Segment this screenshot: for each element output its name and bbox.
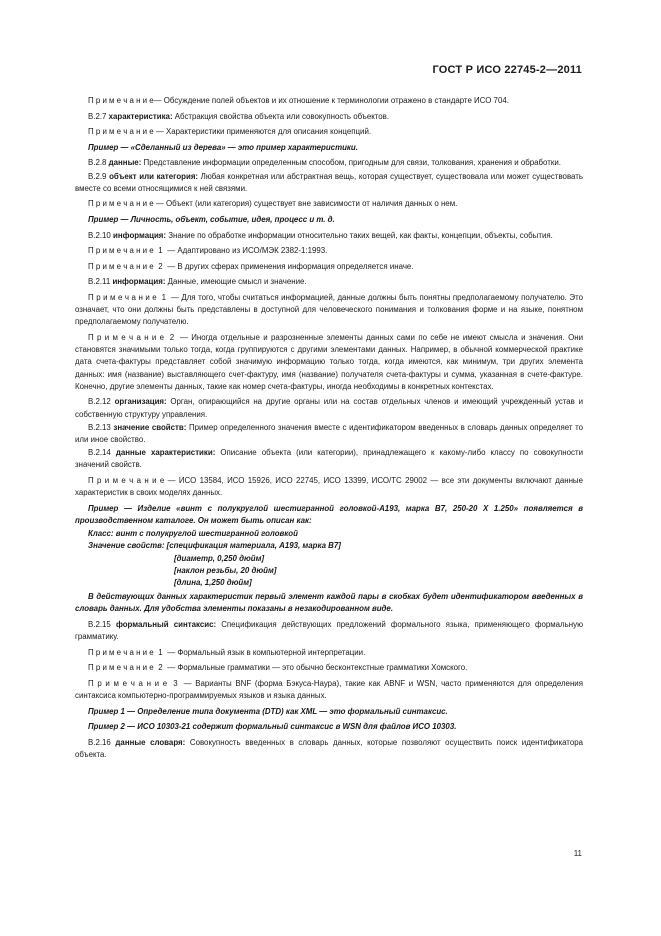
note-text: — Объект (или категория) существует вне зависимости от наличия данных о нем. (153, 199, 458, 209)
clause-number: В.2.7 (88, 111, 107, 121)
note-label: П р и м е ч а н и е (88, 96, 154, 105)
note-text: — Адаптировано из ИСО/МЭК 2382-1:1993. (165, 246, 328, 256)
term: организация: (114, 397, 167, 407)
note-paragraph (75, 126, 583, 138)
definition-paragraph (75, 157, 583, 169)
term: характеристика: (108, 111, 173, 121)
note-label: П р и м е ч а н и е (88, 199, 154, 209)
note-text: — Формальные грамматики — это обычно бесконтекстные грамматики Хомского. (165, 663, 468, 673)
definition-paragraph (75, 447, 583, 471)
note-number: 1 (156, 292, 169, 302)
example-paragraph: Пример 2 — ИСО 10303-21 содержит формальный синтаксис в WSN для файлов ИСО 10303. (88, 722, 457, 732)
example-line: [длина, 1,250 дюйм] (174, 577, 252, 587)
definition-paragraph (75, 276, 583, 288)
definition-paragraph (75, 422, 583, 446)
document-body (75, 95, 583, 765)
definition-paragraph (75, 619, 583, 643)
clause-number: В.2.15 (88, 619, 111, 629)
definition-text: Орган, опирающийся на другие органы или на состав отдельных членов и имеющий учрежденный устав и собственную структуру управления. (75, 397, 583, 419)
note-paragraph (75, 292, 583, 329)
example-paragraph: Пример — «Сделанный из дерева» — это пример характеристики. (88, 142, 358, 152)
note-label: П р и м е ч а н и е (88, 332, 165, 342)
example-paragraph: Пример 1 — Определение типа документа (DTD) как XML — это формальный синтаксис. (88, 706, 448, 716)
clause-number: В.2.8 (88, 158, 107, 168)
note-label: П р и м е ч а н и е (88, 663, 154, 673)
note-number: 1 (153, 246, 166, 256)
note-label: П р и м е ч а н и е (88, 127, 154, 137)
document-header: ГОСТ Р ИСО 22745-2—2011 (432, 64, 582, 76)
note-label: П р и м е ч а н и е (88, 246, 154, 256)
clause-number: В.2.11 (88, 277, 111, 287)
note-paragraph (75, 245, 583, 257)
definition-paragraph (75, 171, 583, 195)
note-text: — Формальный язык в компьютерной интерпретации. (165, 647, 366, 657)
term: информация: (112, 277, 166, 287)
example-paragraph: Пример — Изделие «винт с полукруглой шестигранной головкой-А193, марка В7, 250-20 Х 1.250» появляется в производственном каталоге. Он может быть описан как: (75, 503, 583, 525)
note-label: П р и м е ч а н и е (88, 261, 154, 271)
clause-number: В.2.13 (88, 422, 111, 432)
note-paragraph (75, 475, 583, 499)
note-number: 2 (153, 261, 166, 271)
definition-text: Описание объекта (или категории), принадлежащего к какому-либо классу по совокупности значений свойств. (75, 448, 583, 470)
example-paragraph: В действующих данных характеристик первый элемент каждой пары в скобках будет идентификатором введенных в словарь данных. Для удобства элементы показаны в незакодированном виде. (75, 592, 583, 614)
definition-text: Абстракция свойства объекта или совокупность объектов. (172, 111, 390, 121)
term: данные словаря: (115, 737, 186, 747)
note-text: — ИСО 13584, ИСО 15926, ИСО 22745, ИСО 13399, ИСО/ТС 29002 — все эти документы включают данные характеристик в своих моделях данных. (75, 475, 583, 498)
clause-number: В.2.16 (88, 737, 111, 747)
note-paragraph (75, 678, 583, 702)
note-paragraph (75, 261, 583, 273)
clause-number: В.2.10 (88, 230, 111, 240)
definition-text: Спецификация действующих предложений формального языка, применяющего формальную грамматику. (75, 619, 583, 642)
clause-number: В.2.14 (88, 448, 111, 458)
example-line: Класс: винт с полукруглой шестигранной головкой (88, 529, 298, 539)
term: формальный синтаксис: (115, 619, 217, 629)
note-label: П р и м е ч а н и е (88, 475, 165, 485)
note-number: 3 (167, 678, 180, 688)
note-paragraph (75, 198, 583, 210)
note-text: — Варианты BNF (форма Бэкуса-Наура), такие как ABNF и WSN, часто применяются для определения синтаксиса компьютерно-программируемых языков и языка данных. (75, 678, 583, 701)
note-text: — В других сферах применения информация определяется иначе. (165, 261, 414, 271)
note-paragraph (75, 647, 583, 659)
term: объект или категория: (109, 171, 199, 181)
term: данные характеристики: (115, 448, 216, 458)
definition-text: Совокупность введенных в словарь данных, которые позволяют осуществить поиск идентификатора объекта. (75, 737, 583, 760)
clause-number: В.2.9 (88, 171, 107, 181)
term: значение свойств: (113, 422, 187, 432)
definition-text: Пример определенного значения вместе с идентификатором введенных в словарь данных определяет то или иное свойство. (75, 422, 583, 444)
note-paragraph (75, 95, 583, 107)
note-text: — Иногда отдельные и разрозненные элементы данных сами по себе не имеют смысла и значения. Они становятся значимыми только тогда, когда группируются с другими элементами данных. Например, в обычной коммерческой практике дата счета-фактуры представляет собой значимую информацию только тогда, когда имеются, как минимум, три других элемента данных: имя (название) выставляющего счет-фактуру, имя (название) получателя счета-фактуры и сумма, указанная в счете-фактуре. Конечно, другие элементы данных, такие как номер счета-фактуры, иногда необходимы в конкретных контекстах. (75, 332, 584, 391)
example-line: [наклон резьбы, 20 дюйм] (174, 565, 277, 575)
clause-number: В.2.12 (88, 397, 111, 407)
definition-text: Представление информации определенным способом, пригодным для связи, толкования, хранения и обработки. (141, 158, 561, 168)
note-number: 1 (153, 647, 166, 657)
example-line: Значение свойств: [спецификация материала, А193, марка В7] (88, 541, 341, 551)
note-text: — Для того, чтобы считаться информацией, данные должны быть понятны предполагаемому получателю. Это означает, что они должны быть представлены в доступной для человеческого понимания и толкования форме и на языке, понятном предполагаемому получателю. (75, 292, 583, 327)
definition-text: Данные, имеющие смысл и значение. (165, 277, 307, 287)
note-number: 2 (164, 332, 177, 342)
note-label: П р и м е ч а н и е (88, 647, 154, 657)
term: информация: (113, 230, 167, 240)
example-paragraph: Пример — Личность, объект, событие, идея, процесс и т. д. (88, 214, 335, 224)
page-number: 11 (573, 849, 582, 858)
note-label: П р и м е ч а н и е (88, 292, 157, 302)
note-text: — Характеристики применяются для описания концепций. (153, 127, 372, 137)
note-paragraph (75, 332, 583, 393)
definition-paragraph (75, 111, 583, 123)
example-line: [диаметр, 0,250 дюйм] (174, 553, 265, 563)
definition-text: Знание по обработке информации относительно таких вещей, как факты, концепции, объекты, события. (166, 230, 553, 240)
definition-text: Любая конкретная или абстрактная вещь, которая существует, существовала или может существовать вместе со всеми относящимися к ней связями. (75, 171, 583, 193)
note-label: П р и м е ч а н и е (88, 678, 168, 688)
term: данные: (108, 158, 142, 168)
definition-paragraph (75, 396, 583, 420)
note-text: — Обсуждение полей объектов и их отношение к терминологии отражено в стандарте ИСО 704. (153, 96, 509, 105)
definition-paragraph (75, 230, 583, 242)
note-paragraph (75, 662, 583, 674)
note-number: 2 (153, 663, 166, 673)
definition-paragraph (75, 737, 583, 761)
